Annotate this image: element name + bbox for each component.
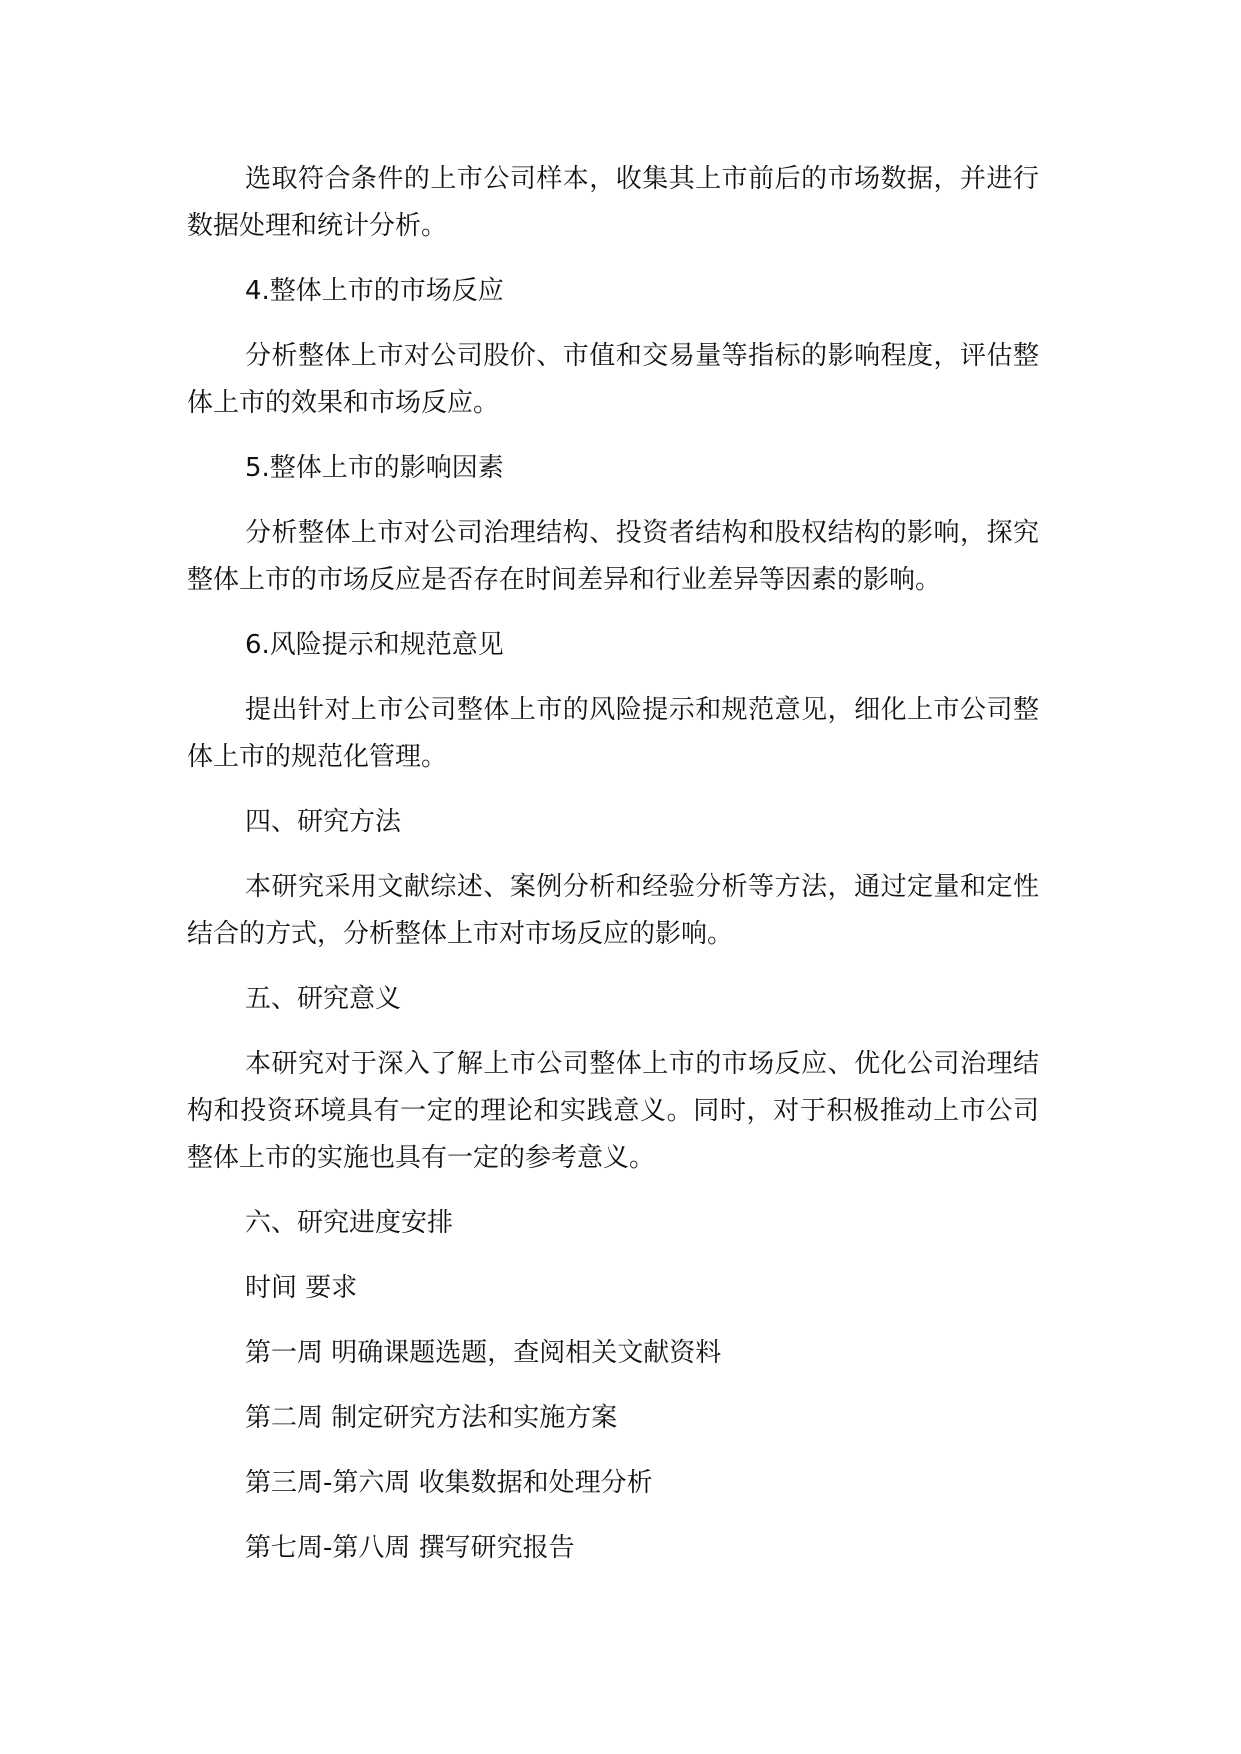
heading-influencing-factors: 5.整体上市的影响因素 [245,453,504,483]
heading-schedule: 六、研究进度安排 [245,1208,454,1238]
document-body [187,156,1039,1572]
heading-risk-warning: 6.风险提示和规范意见 [245,630,504,660]
paragraph-sample-selection: 选取符合条件的上市公司样本，收集其上市前后的市场数据，并进行数据处理和统计分析。 [187,164,1039,241]
heading-market-reaction: 4.整体上市的市场反应 [245,276,504,306]
schedule-header: 时间 要求 [245,1273,358,1303]
paragraph-research-significance: 本研究对于深入了解上市公司整体上市的市场反应、优化公司治理结构和投资环境具有一定的理论和实践意义。同时，对于积极推动上市公司整体上市的实施也具有一定的参考意义。 [187,1049,1039,1173]
schedule-item-week-7-8: 第七周-第八周 撰写研究报告 [245,1533,575,1563]
paragraph-risk-warning: 提出针对上市公司整体上市的风险提示和规范意见，细化上市公司整体上市的规范化管理。 [187,695,1039,772]
paragraph-research-methods: 本研究采用文献综述、案例分析和经验分析等方法，通过定量和定性结合的方式，分析整体上市对市场反应的影响。 [187,872,1039,949]
paragraph-influencing-factors: 分析整体上市对公司治理结构、投资者结构和股权结构的影响，探究整体上市的市场反应是否存在时间差异和行业差异等因素的影响。 [187,518,1039,595]
schedule-item-week-1: 第一周 明确课题选题，查阅相关文献资料 [245,1338,722,1368]
paragraph-market-reaction: 分析整体上市对公司股价、市值和交易量等指标的影响程度，评估整体上市的效果和市场反应。 [187,341,1039,418]
heading-research-methods: 四、研究方法 [245,807,402,837]
schedule-item-week-2: 第二周 制定研究方法和实施方案 [245,1403,618,1433]
schedule-item-week-3-6: 第三周-第六周 收集数据和处理分析 [245,1468,653,1498]
heading-research-significance: 五、研究意义 [245,984,402,1014]
